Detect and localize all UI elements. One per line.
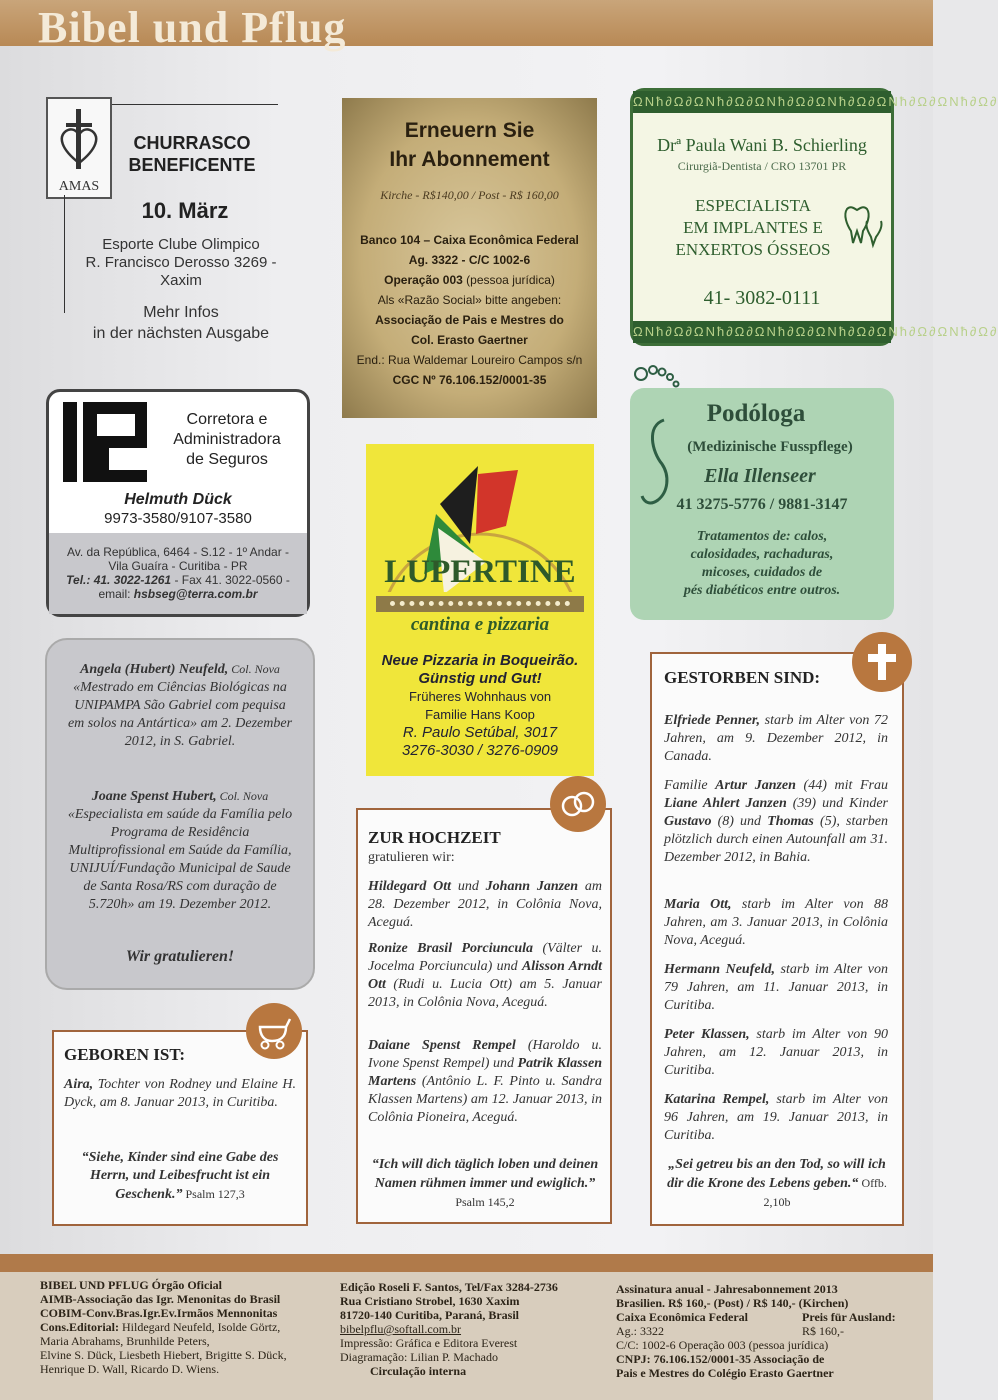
wedding-quote <box>366 1156 604 1212</box>
graduation-entry <box>65 787 295 914</box>
obituary-text: starb im Alter von 72 Jahren, am 9. Dezember 2012, in Canada. <box>664 713 888 764</box>
graduation-entry <box>65 660 295 751</box>
graduation-box <box>45 638 315 990</box>
obituary-text: Familie <box>664 778 716 793</box>
service-line: calosidades, rachaduras, <box>690 547 834 562</box>
deceased-name: Maria Ott, <box>664 897 732 912</box>
podologa-ad <box>630 388 894 620</box>
dentist-name: Drª Paula Wani B. Schierling <box>657 135 867 155</box>
spouse-name: Johann Janzen <box>485 879 579 894</box>
pizzeria-name: LUPERTINE <box>384 554 576 590</box>
graduate-name: Angela (Hubert) Neufeld, <box>80 662 229 677</box>
imprint-line: C/C: 1002-6 Operação 003 (pessoa jurídica) <box>616 1338 829 1352</box>
imprint-line: Hildegard Neufeld, Isolde Görtz, <box>119 1320 281 1334</box>
birth-text: Tochter von Rodney und Elaine H. Dyck, am 8. Januar 2013, in Curitiba. <box>64 1077 296 1110</box>
imprint-line: Assinatura anual - Jahresabonnement 2013 <box>616 1282 838 1296</box>
stroller-icon <box>246 1003 302 1059</box>
spouse-name: Ronize Brasil Porciuncula <box>368 941 534 956</box>
spouse-name: Daiane Spenst Rempel <box>368 1038 516 1053</box>
divider-line-vertical <box>64 195 65 313</box>
imprint-column-subscription <box>616 1282 906 1380</box>
decorative-stripe <box>376 596 584 612</box>
insurance-title-line: Corretora e <box>186 411 268 428</box>
page-title: Bibel und Pflug <box>38 3 347 52</box>
service-line: Tratamentos de: calos, <box>696 529 828 544</box>
bank-line: End.: Rua Waldemar Loureiro Campos s/n <box>356 353 583 367</box>
imprint-line: R$ 160,- <box>802 1324 844 1338</box>
subscription-notice <box>342 98 597 418</box>
imprint-line: BIBEL UND PFLUG Órgão Oficial <box>40 1278 223 1292</box>
birth-quote <box>62 1149 298 1204</box>
imprint-line: Brasilien. R$ 160,- (Post) / R$ 140,- (Kirchen) <box>616 1296 849 1310</box>
imprint-line: COBIM-Conv.Bras.Igr.Ev.Irmãos Mennonitas <box>40 1306 278 1320</box>
podologa-subtitle: (Medizinische Fusspflege) <box>687 439 853 455</box>
obituary-text: starb im Alter von 96 Jahren, am 19. Januar 2013, in Curitiba. <box>664 1092 888 1143</box>
spouse-name: Hildegard Ott <box>368 879 452 894</box>
pizzeria-info-line: Familie Hans Koop <box>425 707 535 722</box>
address-line: Vila Guaíra - Curitiba - PR <box>108 559 248 573</box>
obituary-entry <box>664 777 888 867</box>
quote-reference: Offb. 2,10b <box>763 1176 887 1209</box>
tooth-icon <box>841 201 885 247</box>
bank-line: Ag. 3322 - C/C 1002-6 <box>408 253 531 267</box>
specialty-line: ESPECIALISTA <box>695 196 811 215</box>
obituary-text: (39) und Kinder <box>786 796 888 811</box>
subscription-prices: Kirche - R$140,00 / Post - R$ 160,00 <box>380 188 559 202</box>
imprint-line: Caixa Econômica Federal <box>616 1310 748 1324</box>
amas-logo-label: AMAS <box>58 179 100 194</box>
insurance-title-line: de Seguros <box>186 451 268 468</box>
imprint-line: Preis für Ausland: <box>802 1310 896 1324</box>
imprint <box>0 1272 933 1400</box>
email-text: hsbseg@terra.com.br <box>133 587 258 601</box>
obituary-text: (5), starben plötzlich durch einen Autounfall am 31. Dezember 2012, in Bahia. <box>664 814 888 865</box>
birth-box <box>52 1030 308 1226</box>
child-name: Aira, <box>64 1077 94 1092</box>
deceased-name: Liane Ahlert Janzen <box>664 796 787 811</box>
info-line: Mehr Infos <box>143 304 219 321</box>
bank-line: (pessoa jurídica) <box>462 273 555 287</box>
churrasco-title <box>112 132 272 176</box>
graduate-place: Col. Nova <box>228 662 280 676</box>
pizzeria-info-line: Günstig und Gut! <box>418 670 542 687</box>
birth-entry <box>64 1076 296 1112</box>
wedding-text: (Rudi u. Lucia Ott) am 5. Januar 2013, in Colônia Nova, Aceguá. <box>368 977 602 1010</box>
wedding-entry <box>368 940 602 1012</box>
obituary-text: starb im Alter von 90 Jahren, am 12. Januar 2013, in Curitiba. <box>664 1027 888 1078</box>
graduate-place: Col. Nova <box>216 789 269 803</box>
imprint-line: CNPJ: 76.106.152/0001-35 Associação de <box>616 1352 825 1366</box>
churrasco-date: 10. März <box>141 198 229 223</box>
quote-text: “Ich will dich täglich loben und deinen Namen rühmen immer und ewiglich.” <box>371 1157 599 1191</box>
podologa-services <box>640 528 884 600</box>
imprint-line: Cons.Editorial: <box>40 1320 120 1334</box>
bank-line: Col. Erasto Gaertner <box>411 333 528 347</box>
insurance-person: Helmuth Dück <box>124 491 232 508</box>
imprint-line: Edição Roseli F. Santos, Tel/Fax 3284-2736 <box>340 1280 558 1294</box>
amas-logo <box>46 97 112 199</box>
imprint-line: Pais e Mestres do Colégio Erasto Gaertner <box>616 1366 834 1380</box>
quote-text: “Siehe, Kinder sind eine Gabe des Herrn, und Leibesfrucht ist ein Geschenk.” <box>81 1150 279 1202</box>
podologa-title: Podóloga <box>706 400 806 427</box>
address-line: Esporte Clube Olimpico <box>102 236 260 253</box>
obituary-text: starb im Alter von 79 Jahren, am 11. Januar 2013, in Curitiba. <box>664 962 888 1013</box>
deceased-name: Elfriede Penner, <box>664 713 761 728</box>
deceased-name: Katarina Rempel, <box>664 1092 770 1107</box>
graduate-name: Joane Spenst Hubert, <box>91 789 217 804</box>
deceased-name: Peter Klassen, <box>664 1027 750 1042</box>
imprint-line: Elvine S. Dück, Liesbeth Hiebert, Brigitte S. Dück, <box>40 1348 287 1362</box>
wedding-subtitle: gratulieren wir: <box>368 850 455 865</box>
deceased-name: Thomas <box>767 814 814 829</box>
imprint-line: 81720-140 Curitiba, Paraná, Brasil <box>340 1308 519 1322</box>
bank-line: Als «Razão Social» bitte angeben: <box>377 293 562 307</box>
service-line: micoses, cuidados de <box>701 565 823 580</box>
address-line: Xaxim <box>160 272 202 289</box>
wedding-text: und <box>451 879 486 894</box>
obituary-box <box>650 652 904 1226</box>
obituary-entry <box>664 896 888 950</box>
dentist-ad <box>630 88 998 346</box>
dentist-subtitle: Cirurgiã-Dentista / CRO 13701 PR <box>677 159 847 173</box>
churrasco-info <box>68 302 294 344</box>
subscription-title-line: Erneuern Sie <box>404 119 535 142</box>
quote-text: „Sei getreu bis an den Tod, so will ich dir die Krone des Lebens geben.“ <box>667 1157 886 1191</box>
birth-title: GEBOREN IST: <box>64 1045 186 1064</box>
cross-heart-icon <box>56 107 102 173</box>
pizzeria-info <box>366 652 594 760</box>
bank-line: Banco 104 – Caixa Econômica Federal <box>360 233 579 247</box>
imprint-line: Maria Abrahams, Brunhilde Peters, <box>40 1334 210 1348</box>
cross-icon <box>852 632 912 692</box>
pizzeria-info-line: 3276-3030 / 3276-0909 <box>402 742 558 759</box>
pizzeria-info-line: R. Paulo Setúbal, 3017 <box>402 724 558 741</box>
imprint-line: Impressão: Gráfica e Editora Everest <box>340 1336 518 1350</box>
spouse-name: Alisson Arndt Ott <box>368 959 602 992</box>
obituary-title: GESTORBEN SIND: <box>664 668 821 687</box>
address-line: Tel.: 41. 3022-1261 <box>66 573 172 587</box>
dentist-specialty <box>653 195 853 261</box>
bank-line: Associação de Pais e Mestres do <box>375 313 564 327</box>
pizzeria-ad <box>366 444 594 776</box>
imprint-line: AIMB-Associação das Igr. Menonitas do Brasil <box>40 1292 281 1306</box>
address-line: Av. da República, 6464 - S.12 - 1º Andar - <box>66 545 290 559</box>
insurance-address-panel <box>49 533 307 614</box>
wedding-text: (Välter u. Jocelma Porciuncula) und <box>368 941 602 974</box>
wedding-entry <box>368 1037 602 1127</box>
imprint-column-publisher <box>40 1278 330 1376</box>
pizzeria-subtitle: cantina e pizzaria <box>410 614 550 635</box>
churrasco-title-line: CHURRASCO <box>133 133 251 153</box>
pizzeria-info-line: Früheres Wohnhaus von <box>408 689 552 704</box>
service-line: pés diabéticos entre outros. <box>683 583 841 598</box>
ornament-band: ΩNħ∂Ω∂ΩNħ∂Ω∂ΩNħ∂Ω∂ΩNħ∂Ω∂ΩNħ∂Ω∂ΩNħ∂Ω∂ <box>633 91 891 113</box>
spouse-name: Patrik Klassen Martens <box>368 1056 602 1089</box>
obituary-entry <box>664 1091 888 1145</box>
obituary-text: starb im Alter von 88 Jahren, am 3. Januar 2013, in Colônia Nova, Aceguá. <box>664 897 888 948</box>
wedding-entry <box>368 878 602 932</box>
wedding-title: ZUR HOCHZEIT <box>368 828 501 847</box>
divider-line <box>108 104 278 105</box>
graduate-text: «Especialista em saúde da Família pelo Programa de Residência Multiprofissional em Saúde da Família, UNIJUÍ/Fundação Municipal de Saude de Santa Rosa/RS com duração de 5.720h» am 19. Dezember 2012. <box>67 807 293 912</box>
imprint-line: Rua Cristiano Strobel, 1630 Xaxim <box>340 1294 520 1308</box>
subscription-bank-info <box>342 230 597 390</box>
wedding-text: (Antônio L. F. Pinto u. Sandra Klassen Martens) am 12. Januar 2013, in Colônia Pioneira, Aceguá. <box>368 1074 602 1125</box>
imprint-column-edition <box>340 1280 600 1378</box>
deceased-name: Hermann Neufeld, <box>664 962 775 977</box>
rings-icon <box>550 776 606 832</box>
address-line: email: <box>98 587 134 601</box>
insurance-ad <box>46 389 310 617</box>
deceased-name: Artur Janzen <box>715 778 796 793</box>
address-line: R. Francisco Derosso 3269 - <box>85 254 277 271</box>
podologa-name: Ella Illenseer <box>704 465 816 487</box>
obituary-entry <box>664 1026 888 1080</box>
imprint-line: Ag.: 3322 <box>616 1324 664 1338</box>
email-link[interactable]: bibelpflu@softall.com.br <box>340 1322 462 1336</box>
quote-reference: Psalm 127,3 <box>182 1187 245 1201</box>
quote-reference: Psalm 145,2 <box>455 1195 515 1209</box>
ornament-band: ΩNħ∂Ω∂ΩNħ∂Ω∂ΩNħ∂Ω∂ΩNħ∂Ω∂ΩNħ∂Ω∂ΩNħ∂Ω∂ <box>633 321 891 343</box>
obituary-entry <box>664 712 888 766</box>
deceased-name: Gustavo <box>664 814 712 829</box>
obituary-quote <box>660 1156 894 1212</box>
churrasco-address <box>68 236 294 290</box>
wedding-text: (Haroldo u. Ivone Spenst Rempel) und <box>368 1038 603 1071</box>
wedding-text: am 28. Dezember 2012, in Colônia Nova, Aceguá. <box>368 879 602 930</box>
dentist-phone: 41- 3082-0111 <box>703 287 821 309</box>
subscription-title-line: Ihr Abonnement <box>389 148 550 171</box>
info-line: in der nächsten Ausgabe <box>92 325 270 342</box>
wedding-box <box>356 808 612 1224</box>
insurance-phones: 9973-3580/9107-3580 <box>104 510 252 527</box>
obituary-entry <box>664 961 888 1015</box>
specialty-line: EM IMPLANTES E <box>683 218 823 237</box>
pizzeria-info-line: Neue Pizzaria in Boqueirão. <box>381 652 579 669</box>
company-logo <box>63 402 149 482</box>
obituary-text: (8) und <box>711 814 768 829</box>
imprint-line: Henrique D. Wall, Ricardo D. Wiens. <box>40 1362 220 1376</box>
insurance-title-line: Administradora <box>173 431 281 448</box>
graduate-text: «Mestrado em Ciências Biológicas na UNIPAMPA São Gabriel com pequisa em solos na Antártica» am 2. Dezember 2012, in S. Gabriel. <box>67 680 293 749</box>
address-line: - Fax 41. 3022-0560 - <box>171 573 290 587</box>
imprint-line: Diagramação: Lilian P. Machado <box>340 1350 498 1364</box>
churrasco-title-line: BENEFICENTE <box>128 155 256 175</box>
bank-line: Operação 003 <box>384 273 463 287</box>
bank-line: CGC Nº 76.106.152/0001-35 <box>392 373 547 387</box>
graduation-closing: Wir gratulieren! <box>125 948 235 965</box>
specialty-line: ENXERTOS ÓSSEOS <box>675 240 831 259</box>
insurance-title <box>157 410 297 470</box>
podologa-phone: 41 3275-5776 / 9881-3147 <box>676 496 848 513</box>
obituary-text: (44) mit Frau <box>795 778 888 793</box>
imprint-line: Circulação interna <box>370 1364 467 1378</box>
